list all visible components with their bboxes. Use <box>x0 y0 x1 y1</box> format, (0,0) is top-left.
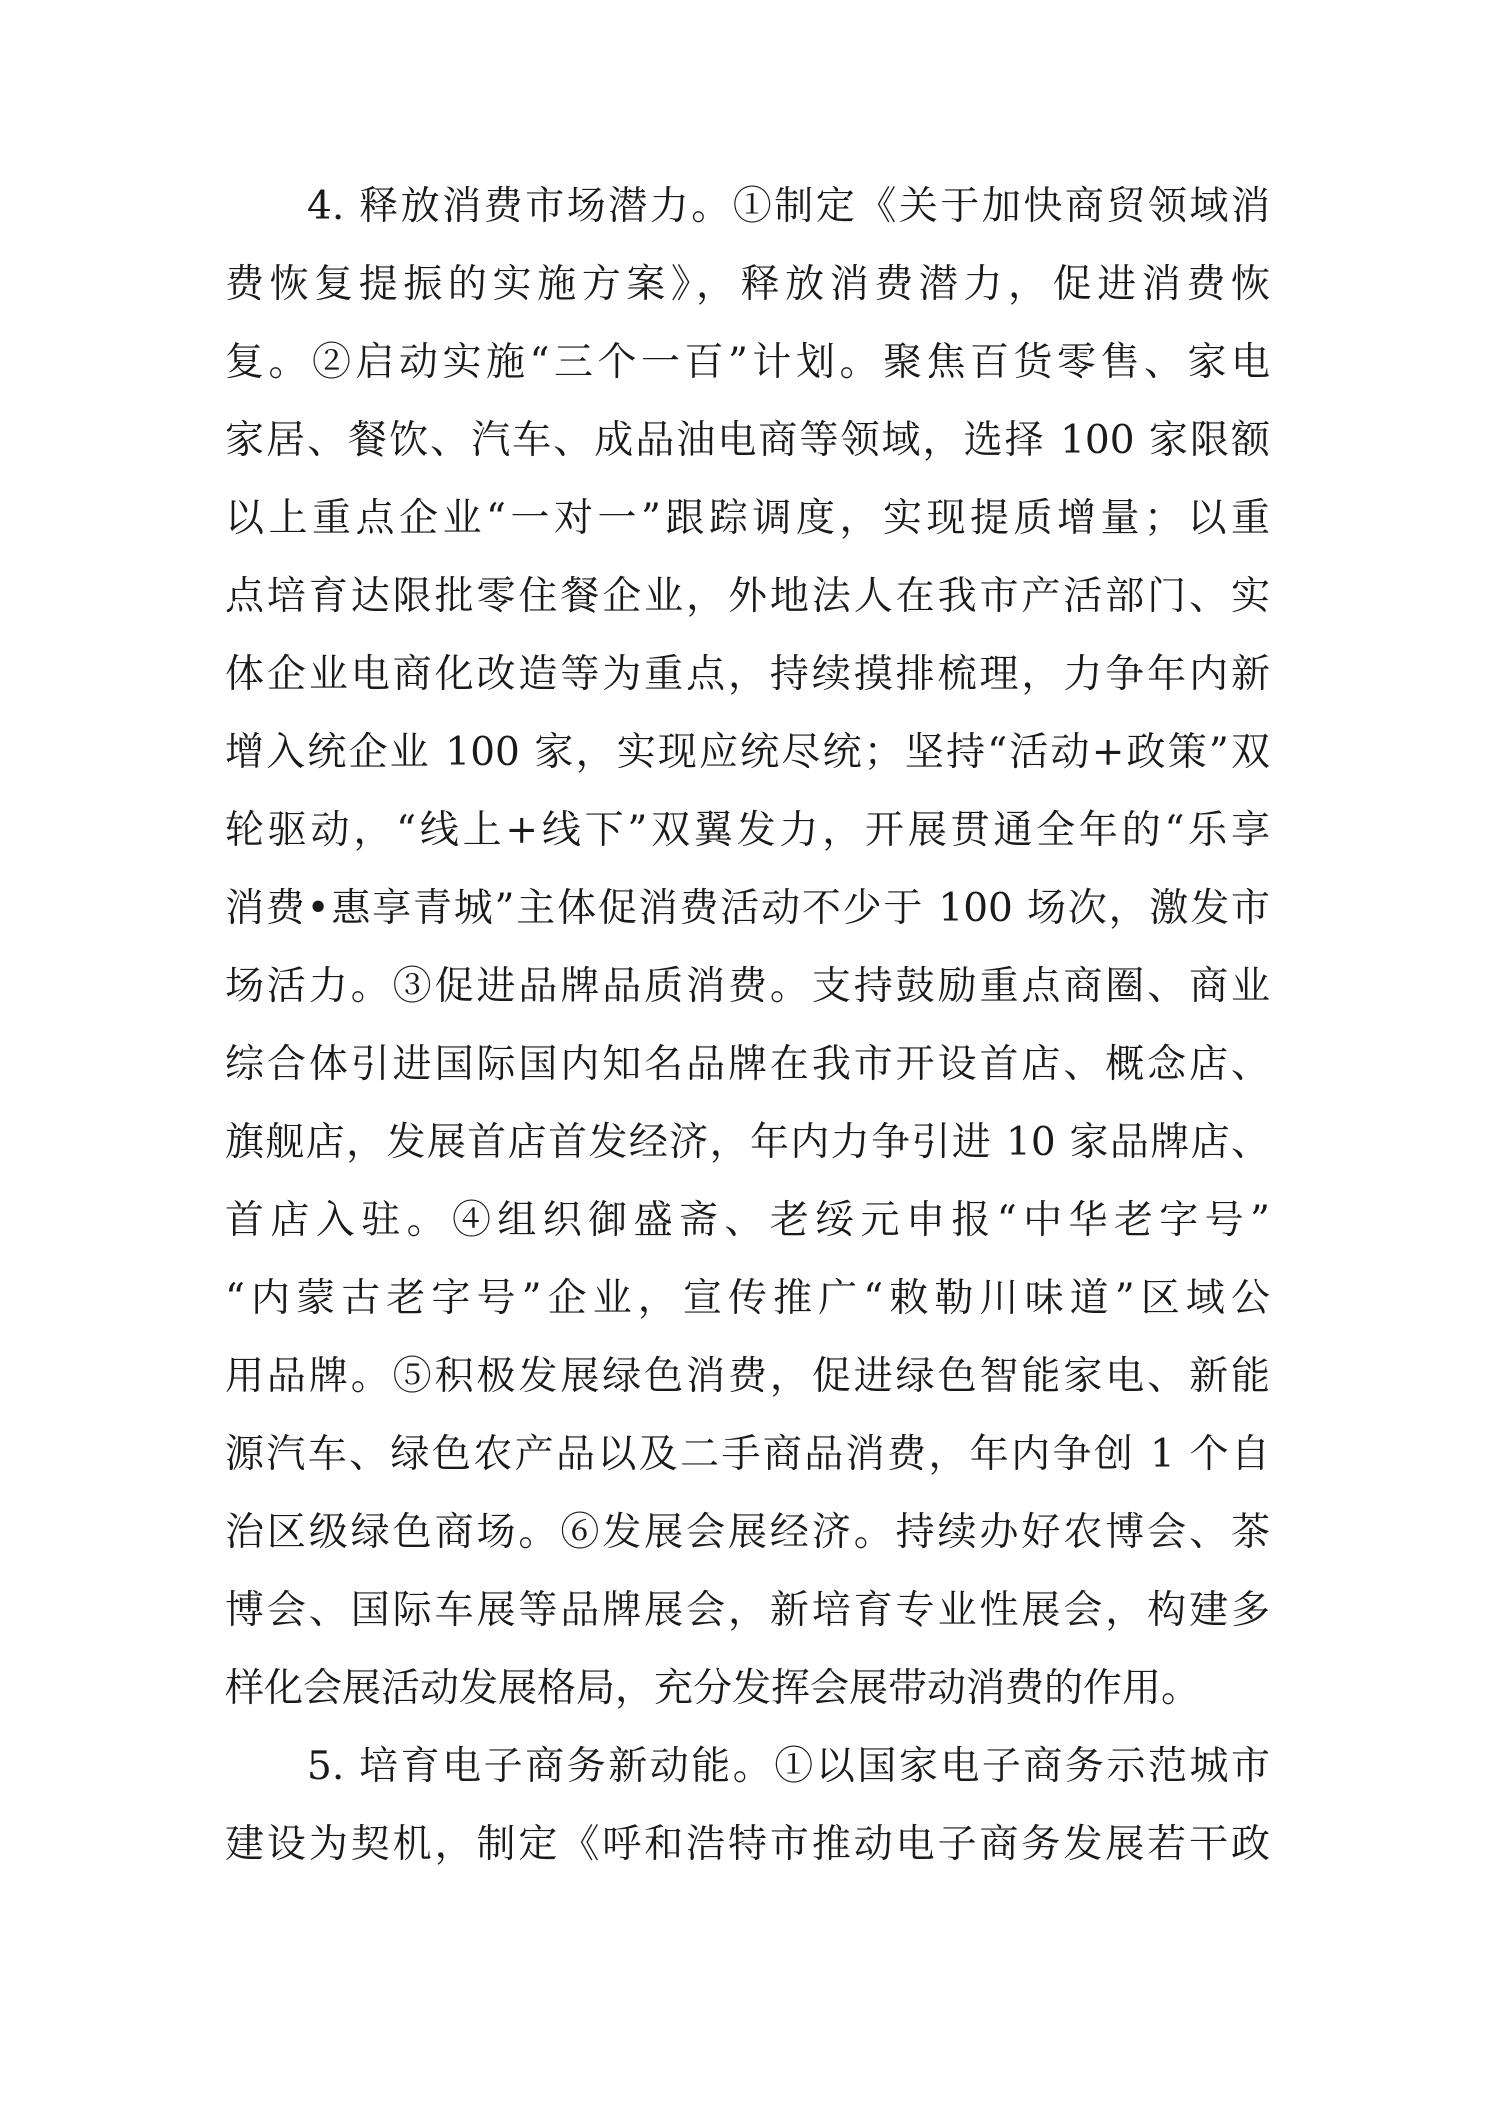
paragraph-4-line-15: “内蒙古老字号”企业，宣传推广“敕勒川味道”区域公 <box>225 1276 1270 1321</box>
paragraph-4-line-6: 点培育达限批零住餐企业，外地法人在我市产活部门、实 <box>225 574 1270 619</box>
paragraph-4-line-17: 源汽车、绿色农产品以及二手商品消费，年内争创 1 个自 <box>225 1432 1270 1477</box>
body-text <box>225 168 1270 1884</box>
paragraph-5-line-1: 5. 培育电子商务新动能。①以国家电子商务示范城市 <box>307 1744 1270 1789</box>
paragraph-4-line-18: 治区级绿色商场。⑥发展会展经济。持续办好农博会、茶 <box>225 1510 1270 1555</box>
paragraph-4-line-9: 轮驱动，“线上+线下”双翼发力，开展贯通全年的“乐享 <box>225 808 1270 853</box>
paragraph-4-line-7: 体企业电商化改造等为重点，持续摸排梳理，力争年内新 <box>225 652 1270 697</box>
paragraph-4-line-11: 场活力。③促进品牌品质消费。支持鼓励重点商圈、商业 <box>225 964 1270 1009</box>
paragraph-4-line-10: 消费•惠享青城”主体促消费活动不少于 100 场次，激发市 <box>225 886 1270 931</box>
paragraph-4-line-19: 博会、国际车展等品牌展会，新培育专业性展会，构建多 <box>225 1588 1270 1633</box>
paragraph-4-line-13: 旗舰店，发展首店首发经济，年内力争引进 10 家品牌店、 <box>225 1120 1270 1165</box>
paragraph-4-line-16: 用品牌。⑤积极发展绿色消费，促进绿色智能家电、新能 <box>225 1354 1270 1399</box>
paragraph-4-line-20: 样化会展活动发展格局，充分发挥会展带动消费的作用。 <box>225 1666 1201 1711</box>
paragraph-4-line-8: 增入统企业 100 家，实现应统尽统；坚持“活动+政策”双 <box>225 730 1270 775</box>
paragraph-4-line-3: 复。②启动实施“三个一百”计划。聚焦百货零售、家电 <box>225 340 1270 385</box>
paragraph-4-line-4: 家居、餐饮、汽车、成品油电商等领域，选择 100 家限额 <box>225 418 1270 463</box>
paragraph-4-line-5: 以上重点企业“一对一”跟踪调度，实现提质增量；以重 <box>225 496 1270 541</box>
paragraph-4-line-2: 费恢复提振的实施方案》，释放消费潜力，促进消费恢 <box>225 262 1270 307</box>
paragraph-4-line-1: 4. 释放消费市场潜力。①制定《关于加快商贸领域消 <box>307 184 1270 229</box>
paragraph-5-line-2: 建设为契机，制定《呼和浩特市推动电子商务发展若干政 <box>225 1822 1270 1867</box>
paragraph-4-line-12: 综合体引进国际国内知名品牌在我市开设首店、概念店、 <box>225 1042 1270 1087</box>
paragraph-4-line-14: 首店入驻。④组织御盛斋、老绥元申报“中华老字号” <box>225 1198 1270 1243</box>
